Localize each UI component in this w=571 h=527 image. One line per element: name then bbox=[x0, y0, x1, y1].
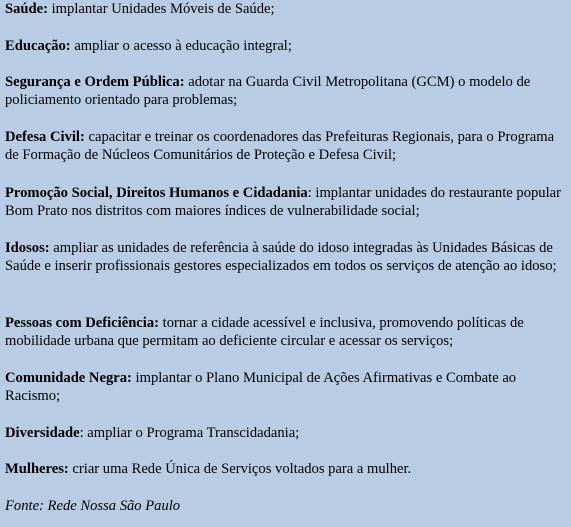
entry-text: : implantar unidades do restaurante popular Bom Prato nos distritos com maiores índices de vulnerabilidade social; bbox=[5, 185, 561, 219]
entry-text: : ampliar o Programa Transcidadania; bbox=[79, 425, 300, 441]
entry-pessoas-com-deficiencia bbox=[5, 314, 567, 350]
entry-comunidade-negra bbox=[5, 369, 567, 405]
entry-text: capacitar e treinar os coordenadores das Prefeituras Regionais, para o Programa de Formação de Núcleos Comunitários de Proteção e Defesa Civil; bbox=[5, 129, 555, 163]
entry-diversidade bbox=[5, 424, 567, 442]
entry-term: Idosos: bbox=[5, 240, 50, 256]
entry-seguranca bbox=[5, 73, 567, 109]
entry-mulheres bbox=[5, 460, 567, 478]
entry-term: Pessoas com Deficiência: bbox=[5, 315, 159, 331]
entry-saude bbox=[5, 0, 567, 18]
entry-text: implantar Unidades Móveis de Saúde; bbox=[47, 1, 275, 17]
entry-text: ampliar as unidades de referência à saúde do idoso integradas às Unidades Básicas de Saúde e inserir profissionais gestores especializados em todos os serviços de atenção ao idoso; bbox=[5, 240, 557, 274]
entry-term: Defesa Civil: bbox=[5, 129, 85, 145]
entry-defesa-civil bbox=[5, 128, 567, 164]
entry-term: Diversidade bbox=[5, 425, 80, 441]
entry-text: tornar a cidade acessível e inclusiva, promovendo políticas de mobilidade urbana que permitam ao deficiente circular e acessar os serviços; bbox=[5, 315, 524, 349]
entry-text: criar uma Rede Única de Serviços voltados para a mulher. bbox=[68, 461, 412, 477]
entry-term: Educação: bbox=[5, 38, 71, 54]
entry-term: Segurança e Ordem Pública: bbox=[5, 74, 185, 90]
entry-term: Saúde: bbox=[5, 1, 48, 17]
entry-term: Promoção Social, Direitos Humanos e Cidadania bbox=[5, 185, 308, 201]
entry-promocao-social bbox=[5, 184, 567, 220]
entry-text: adotar na Guarda Civil Metropolitana (GCM) o modelo de policiamento orientado para problemas; bbox=[5, 74, 531, 108]
source-citation: Fonte: Rede Nossa São Paulo bbox=[5, 498, 181, 514]
entry-educacao bbox=[5, 37, 567, 55]
entry-text: ampliar o acesso à educação integral; bbox=[70, 38, 292, 54]
entry-term: Comunidade Negra: bbox=[5, 370, 132, 386]
entry-text: implantar o Plano Municipal de Ações Afirmativas e Combate ao Racismo; bbox=[5, 370, 517, 404]
entry-term: Mulheres: bbox=[5, 461, 69, 477]
entry-idosos bbox=[5, 239, 567, 275]
